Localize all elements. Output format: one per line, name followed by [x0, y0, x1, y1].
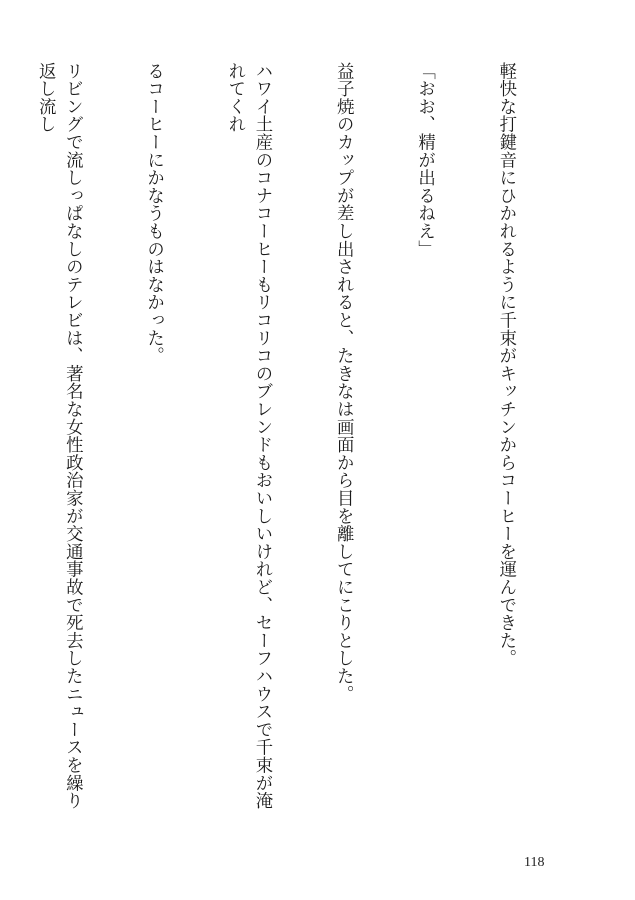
text-line: リビングで流しっぱなしのテレビは、著名な女性政治家が交通事故で死去したニュースを繰り返し流し — [35, 62, 83, 810]
text-line: ハワイ土産のコナコーヒーもリコリコのブレンドもおいしいけれど、セーフハウスで千束が淹れてくれ — [224, 62, 272, 810]
page-number: 118 — [524, 855, 545, 870]
text-line: 軽快な打鍵音にひかれるように千束がキッチンからコーヒーを運んできた。 — [495, 62, 516, 668]
vertical-text-body — [0, 62, 573, 822]
text-line: 「おお、精が出るねえ」 — [414, 62, 435, 258]
text-line: 益子焼のカップが差し出されると、たきなは画面から目を離してにこりとした。 — [333, 62, 354, 703]
text-line: るコーヒーにかなうものはなかった。 — [143, 62, 164, 365]
